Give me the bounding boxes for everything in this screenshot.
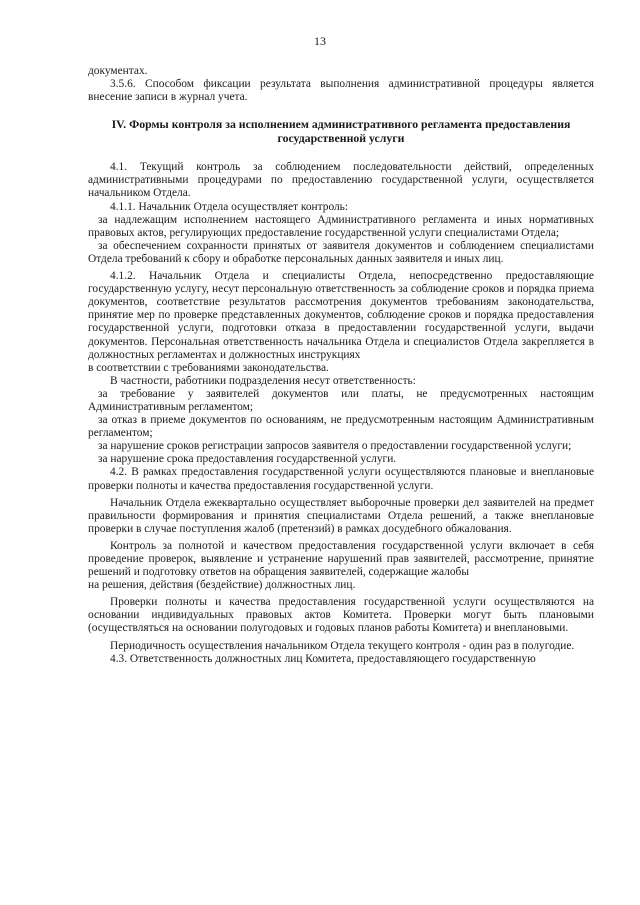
paragraph: 4.1.2. Начальник Отдела и специалисты Отдела, непосредственно предоставляющие государственную услугу, несут персональную ответственность за соблюдение сроков и порядка приема документов, соответствие результатов рассмотрения документов требованиям законодательства, принятие мер по проверке представленных документов, соблюдение сроков и порядка предоставления государственной услуги, подготовки отказа в предоставлении государственной услуги, выдачи документов. Персональная ответственность начальника Отдела и специалистов Отдела закрепляется в должностных регламентах и должностных инструкциях	[88, 270, 594, 361]
paragraph: за обеспечением сохранности принятых от заявителя документов и соблюдением специалистами Отдела требований к сбору и обработке персональных данных заявителя и иных лиц.	[88, 239, 594, 265]
paragraph: за нарушение сроков регистрации запросов заявителя о предоставлении государственной услуги;	[98, 440, 572, 453]
paragraph: 3.5.6. Способом фиксации результата выполнения административной процедуры является внесение записи в журнал учета.	[88, 78, 594, 104]
paragraph: 4.1. Текущий контроль за соблюдением последовательности действий, определенных административными процедурами по предоставлению государственной услуги, осуществляется начальником Отдела.	[88, 161, 594, 200]
paragraph: Периодичность осуществления начальником Отдела текущего контроля - один раз в полугодие.	[110, 639, 575, 652]
paragraph: 4.2. В рамках предоставления государственной услуги осуществляются плановые и внеплановые проверки полноты и качества предоставления государственной услуги.	[88, 466, 594, 492]
paragraph: 4.3. Ответственность должностных лиц Комитета, предоставляющего государственную	[110, 652, 536, 665]
paragraph: Начальник Отдела ежеквартально осуществляет выборочные проверки дел заявителей на предмет правильности формирования и принятия специалистами Отдела решений, а также внеплановые проверки в случае поступления жалоб (претензий) в рамках досудебного обжалования.	[88, 496, 594, 535]
paragraph: Проверки полноты и качества предоставления государственной услуги осуществляются на основании индивидуальных правовых актов Комитета. Проверки могут быть плановыми (осуществляться на основании полугодовых и годовых планов работы Комитета) и внеплановыми.	[88, 596, 594, 635]
page-number: 13	[314, 34, 326, 48]
paragraph: 4.1.1. Начальник Отдела осуществляет контроль:	[110, 200, 349, 213]
paragraph: в соответствии с требованиями законодательства.	[88, 361, 329, 374]
paragraph: за отказ в приеме документов по основаниям, не предусмотренным настоящим Административным регламентом;	[88, 414, 594, 440]
paragraph: на решения, действия (бездействие) должностных лиц.	[88, 579, 356, 592]
paragraph: В частности, работники подразделения несут ответственность:	[110, 374, 416, 387]
paragraph: за требование у заявителей документов или платы, не предусмотренных настоящим Административным регламентом;	[88, 387, 594, 413]
paragraph: Контроль за полнотой и качеством предоставления государственной услуги включает в себя проведение проверок, выявление и устранение нарушений прав заявителей, рассмотрение, принятие решений и подготовку ответов на обращения заявителей, содержащие жалобы	[88, 539, 594, 579]
section-heading: IV. Формы контроля за исполнением административного регламента предоставления государственной услуги	[111, 117, 571, 146]
paragraph: за надлежащим исполнением настоящего Административного регламента и иных нормативных правовых актов, регулирующих предоставление государственной услуги специалистами Отдела;	[88, 213, 594, 239]
paragraph: документах.	[88, 65, 148, 77]
document-body	[88, 65, 594, 666]
paragraph: за нарушение срока предоставления государственной услуги.	[98, 453, 397, 466]
